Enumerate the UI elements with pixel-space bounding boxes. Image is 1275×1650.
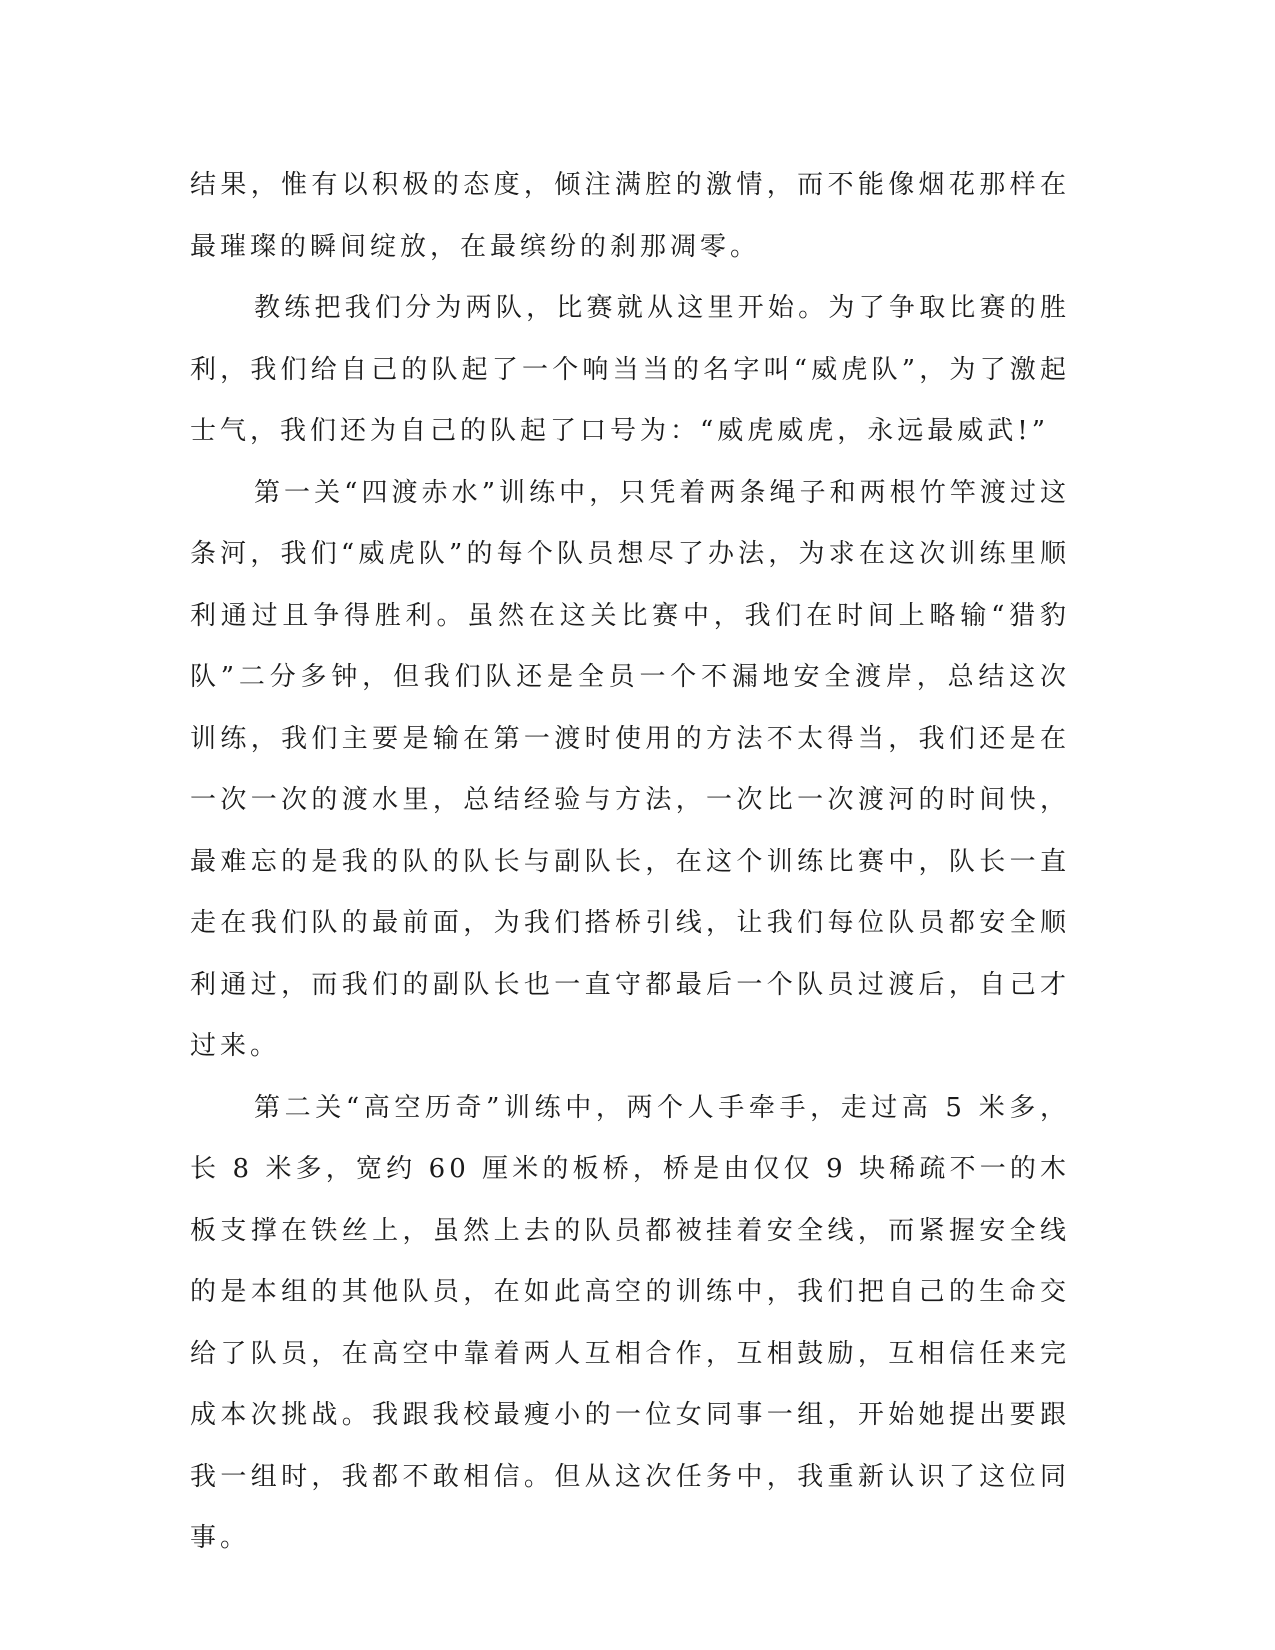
paragraph-3: 第一关“四渡赤水”训练中，只凭着两条绳子和两根竹竿渡过这条河，我们“威虎队”的每个队员想尽了办法，为求在这次训练里顺利通过且争得胜利。虽然在这关比赛中，我们在时间上略输“猎豹队”二分多钟，但我们队还是全员一个不漏地安全渡岸，总结这次训练，我们主要是输在第一渡时使用的方法不太得当，我们还是在一次一次的渡水里，总结经验与方法，一次比一次渡河的时间快，最难忘的是我的队的队长与副队长，在这个训练比赛中，队长一直走在我们队的最前面，为我们搭桥引线，让我们每位队员都安全顺利通过，而我们的副队长也一直守都最后一个队员过渡后，自己才过来。 — [190, 477, 1070, 1061]
document-body — [190, 155, 1070, 1570]
paragraph-2: 教练把我们分为两队，比赛就从这里开始。为了争取比赛的胜利，我们给自己的队起了一个响当当的名字叫“威虎队”，为了激起士气，我们还为自己的队起了口号为：“威虎威虎，永远最威武!” — [190, 293, 1070, 446]
paragraph-4: 第二关“高空历奇”训练中，两个人手牵手，走过高 5 米多，长 8 米多，宽约 60 厘米的板桥，桥是由仅仅 9 块稀疏不一的木板支撑在铁丝上，虽然上去的队员都被挂着安全线，而紧握安全线的是本组的其他队员，在如此高空的训练中，我们把自己的生命交给了队员，在高空中靠着两人互相合作，互相鼓励，互相信任来完成本次挑战。我跟我校最瘦小的一位女同事一组，开始她提出要跟我一组时，我都不敢相信。但从这次任务中，我重新认识了这位同事。 — [190, 1092, 1070, 1553]
paragraph-1: 结果，惟有以积极的态度，倾注满腔的激情，而不能像烟花那样在最璀璨的瞬间绽放，在最缤纷的刹那凋零。 — [190, 170, 1070, 262]
